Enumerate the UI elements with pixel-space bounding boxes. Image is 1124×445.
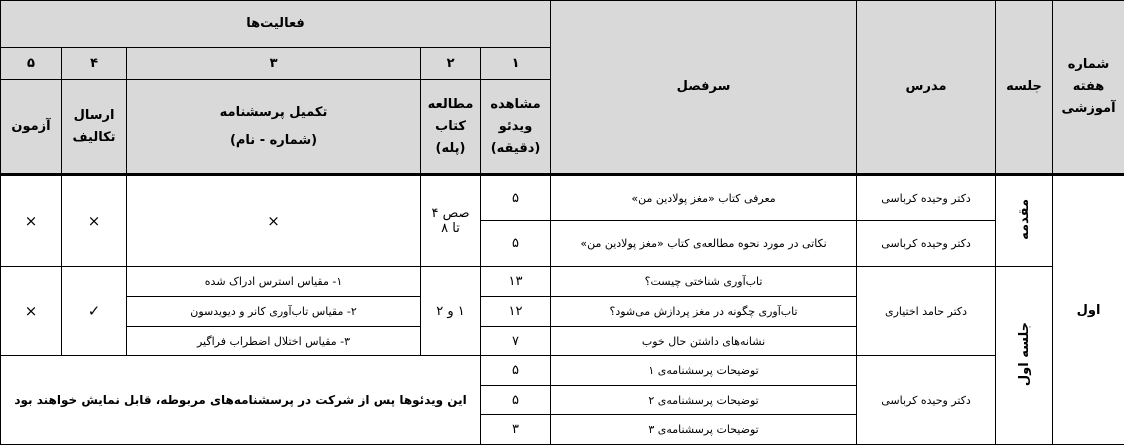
topic-cell: تاب‌آوری شناختی چیست؟ xyxy=(551,266,857,297)
header-topic: سرفصل xyxy=(551,1,857,175)
session-first: جلسه اول xyxy=(996,266,1053,444)
exam-none: × xyxy=(1,175,62,267)
video-minutes: ۵ xyxy=(481,220,551,266)
book-pages: صص ۴ تا ۸ xyxy=(421,175,481,267)
header-col-3: ۳ xyxy=(127,47,421,80)
availability-note: این ویدئوها پس از شرکت در پرسشنامه‌های مربوطه، قابل نمایش خواهند بود xyxy=(1,356,481,445)
topic-cell: توضیحات پرسشنامه‌ی ۱ xyxy=(551,356,857,386)
header-activities: فعالیت‌ها xyxy=(1,1,551,48)
header-questionnaire: تکمیل پرسشنامه (شماره - نام) xyxy=(127,80,421,175)
header-col-1: ۱ xyxy=(481,47,551,80)
questionnaire-item: ۳- مقیاس اختلال اضطراب فراگیر xyxy=(127,326,421,356)
questionnaire-none: × xyxy=(127,175,421,267)
header-assignment: ارسال تکالیف xyxy=(62,80,127,175)
video-minutes: ۱۲ xyxy=(481,297,551,327)
topic-cell: نکاتی در مورد نحوه مطالعه‌ی کتاب «مغز پولادین من» xyxy=(551,220,857,266)
lecturer-cell: دکتر حامد اختیاری xyxy=(857,266,996,356)
lecturer-cell: دکتر وحیده کرباسی xyxy=(857,356,996,445)
header-book: مطالعه کتاب (پله) xyxy=(421,80,481,175)
header-col-5: ۵ xyxy=(1,47,62,80)
header-video: مشاهده ویدئو (دقیقه) xyxy=(481,80,551,175)
assignment-none: × xyxy=(62,175,127,267)
session-intro: مقدمه xyxy=(996,175,1053,267)
assignment-check: ✓ xyxy=(62,266,127,356)
questionnaire-item: ۱- مقیاس استرس ادراک شده xyxy=(127,266,421,297)
lecturer-cell: دکتر وحیده کرباسی xyxy=(857,175,996,221)
video-minutes: ۵ xyxy=(481,356,551,386)
topic-cell: توضیحات پرسشنامه‌ی ۳ xyxy=(551,415,857,445)
questionnaire-item: ۲- مقیاس تاب‌آوری کانر و دیویدسون xyxy=(127,297,421,327)
video-minutes: ۳ xyxy=(481,415,551,445)
topic-cell: تاب‌آوری چگونه در مغز پردازش می‌شود؟ xyxy=(551,297,857,327)
header-exam: آزمون xyxy=(1,80,62,175)
header-week-number: شماره هفته آموزشی xyxy=(1053,1,1124,175)
video-minutes: ۵ xyxy=(481,175,551,221)
topic-cell: معرفی کتاب «مغز پولادین من» xyxy=(551,175,857,221)
header-session: جلسه xyxy=(996,1,1053,175)
header-lecturer: مدرس xyxy=(857,1,996,175)
exam-none: × xyxy=(1,266,62,356)
video-minutes: ۵ xyxy=(481,385,551,415)
topic-cell: نشانه‌های داشتن حال خوب xyxy=(551,326,857,356)
book-pages: ۱ و ۲ xyxy=(421,266,481,356)
header-col-2: ۲ xyxy=(421,47,481,80)
video-minutes: ۷ xyxy=(481,326,551,356)
week-cell: اول xyxy=(1053,175,1124,445)
header-col-4: ۴ xyxy=(62,47,127,80)
video-minutes: ۱۳ xyxy=(481,266,551,297)
lecturer-cell: دکتر وحیده کرباسی xyxy=(857,220,996,266)
topic-cell: توضیحات پرسشنامه‌ی ۲ xyxy=(551,385,857,415)
